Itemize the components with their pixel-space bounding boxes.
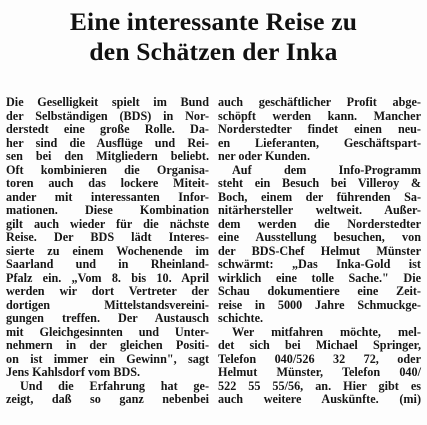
article-text-line: zeigt, daß so ganz nebenbei <box>6 392 209 406</box>
article-text-line: der Selbständigen (BDS) in Nor- <box>6 108 209 123</box>
article-text-line: ander mit interessanten Infor- <box>6 189 209 204</box>
article-text-line: nitärhersteller weltweit. Außer- <box>218 203 421 217</box>
article-text-line: eine Ausstellung besuchen, von <box>218 230 421 244</box>
article-text-line: Pfalz ein. „Vom 8. bis 10. April <box>6 270 209 285</box>
article-text-line: Die Geselligkeit spielt im Bund <box>6 95 209 109</box>
article-text-line: sen bei den Mitgliedern beliebt. <box>6 149 209 163</box>
article-text-line: nehmern in der gleichen Positi- <box>6 338 209 352</box>
article-text-line: Helmut Münster, Telefon 040/ <box>218 365 421 379</box>
article-text-line: Oft kombinieren die Organisa- <box>6 162 209 177</box>
article-text-line: on ist immer ein Gewinn", sagt <box>6 351 209 366</box>
article-text-line: Telefon 040/526 32 72, oder <box>218 351 421 366</box>
article-text-line: Auf dem Info-Programm <box>232 162 421 177</box>
article-text-line: Wer mitfahren möchte, mel- <box>232 324 421 339</box>
article-text-line: det sich bei Michael Springer, <box>218 338 421 352</box>
article-column-right <box>218 96 421 407</box>
article-text-line: dortigen Mittelstandsvereini- <box>6 297 209 312</box>
article-text-line: auch geschäftlicher Profit abge- <box>218 95 421 109</box>
article-text-line: Norderstedter findet einen neu- <box>218 122 421 136</box>
article-text-line: werden wir dort Vertreter der <box>6 284 209 298</box>
article-text-line: schichte. <box>218 311 264 325</box>
article-text-line: mationen. Diese Kombination <box>6 203 209 217</box>
article-text-line: Saarland und in Rheinland- <box>6 257 209 271</box>
article-text-line: Schau dokumentiere eine Zeit- <box>218 284 421 298</box>
article-text-line: der BDS-Chef Helmut Münster <box>218 243 421 258</box>
article-text-line: dem werden die Norderstedter <box>218 216 421 231</box>
article-text-line: gungen treffen. Der Austausch <box>6 311 209 325</box>
headline-line-2: den Schätzen der Inka <box>89 37 338 66</box>
article-text-line: auch weitere Auskünfte. (mi) <box>218 392 421 406</box>
article-text-line: ner oder Kunden. <box>218 149 310 163</box>
article-text-line: schöpft werden kann. Mancher <box>218 108 421 123</box>
article-headline <box>0 7 427 67</box>
article-text-line: wirklich eine tolle Sache." Die <box>218 270 421 285</box>
article-text-line: 522 55 55/56, an. Hier gibt es <box>218 378 421 393</box>
headline-line-1: Eine interessante Reise zu <box>69 7 358 36</box>
article-text-line: derstedt eine große Rolle. Da- <box>6 122 209 136</box>
article-text-line: her sind die Ausflüge und Rei- <box>6 135 209 150</box>
article-text-line: mit Gleichgesinnten und Unter- <box>6 324 209 339</box>
article-text-line: steht ein Besuch bei Villeroy & <box>218 176 421 190</box>
article-text-line: schwärmt: „Das Inka-Gold ist <box>218 257 421 271</box>
article-text-line: reise in 5000 Jahre Schmuckge- <box>218 297 421 312</box>
article-text-line: gilt auch wieder für die nächste <box>6 216 209 231</box>
article-text-line: en Lieferanten, Geschäftspart- <box>218 135 421 150</box>
article-column-left <box>6 96 209 407</box>
article-text-line: sierte zu einem Wochenende im <box>6 243 209 258</box>
article-text-line: Jens Kahlsdorf vom BDS. <box>6 365 141 379</box>
article-text-line: Und die Erfahrung hat ge- <box>20 378 209 393</box>
article-text-line: toren auch das lockere Miteit- <box>6 176 209 190</box>
article-text-line: Reise. Der BDS lädt Interes- <box>6 230 209 244</box>
article-text-line: Boch, einem der führenden Sa- <box>218 189 421 204</box>
